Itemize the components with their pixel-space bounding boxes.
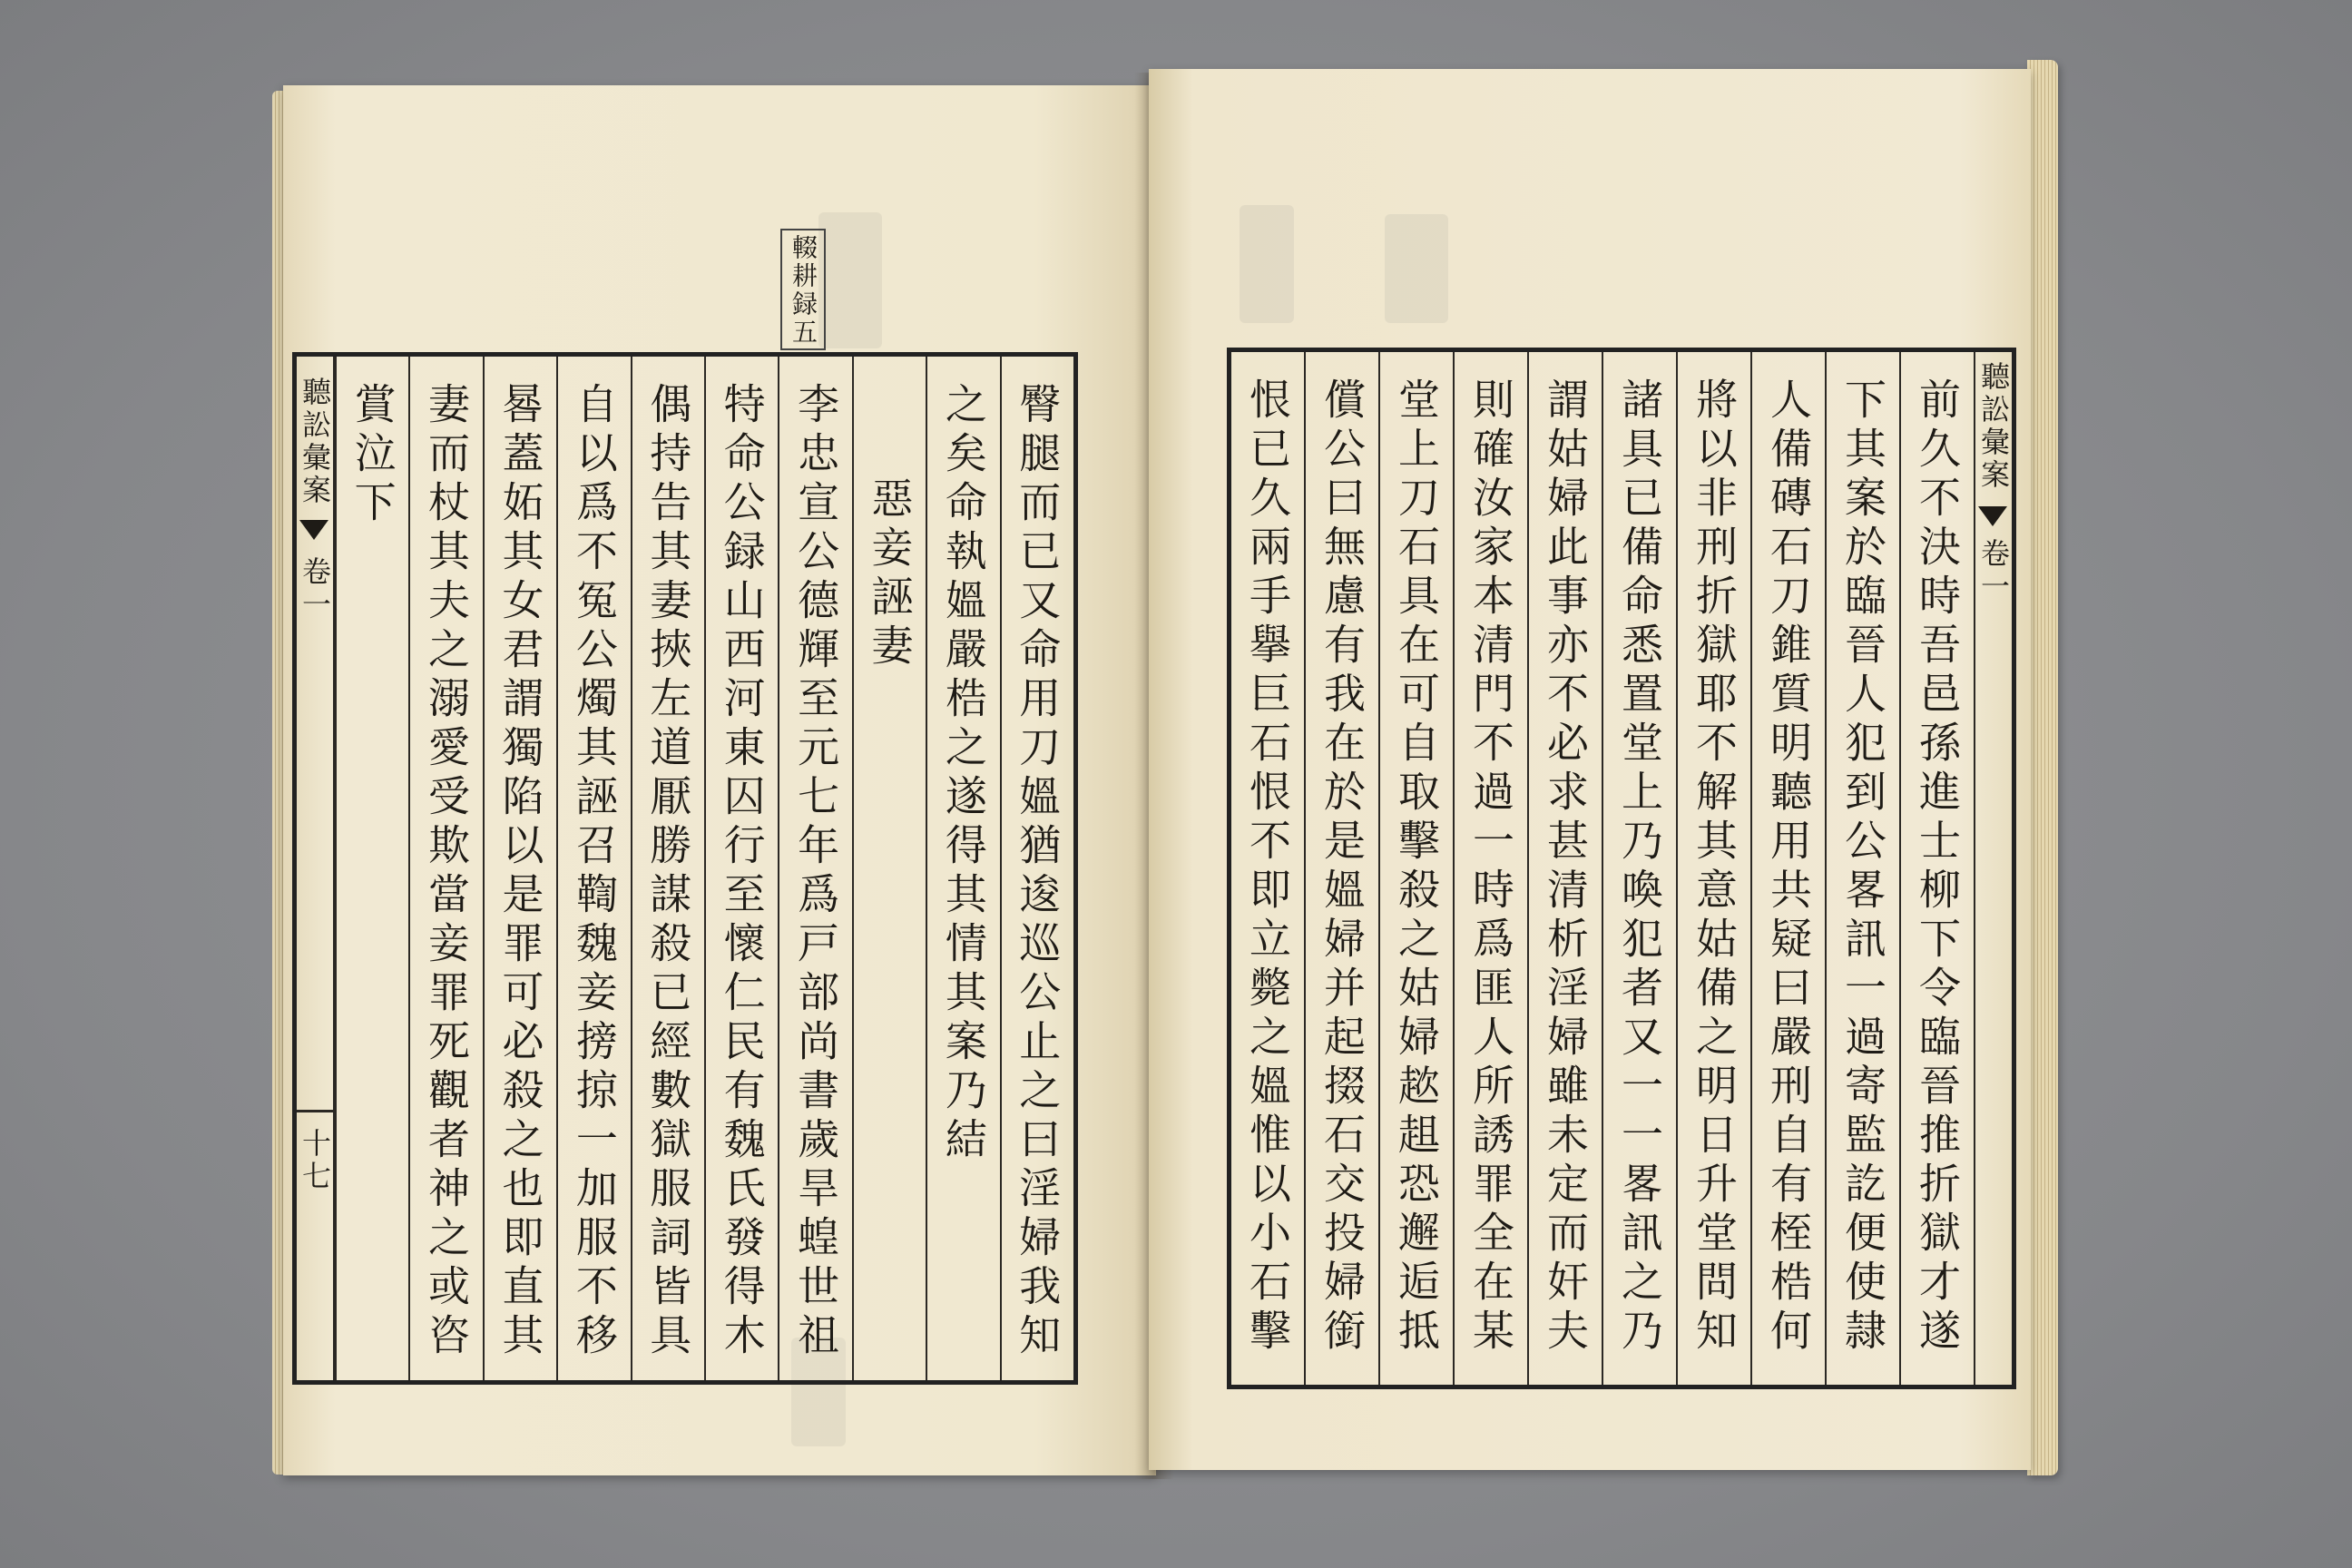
- left-page: [283, 85, 1156, 1475]
- text-column: [1825, 352, 1899, 1385]
- section-title: 惡妾誣妻: [865, 476, 915, 672]
- text-column: [631, 357, 704, 1380]
- margin-rule: [297, 1110, 333, 1112]
- column-text: 之矣命執媼嚴梏之遂得其情其案乃結: [938, 382, 988, 1166]
- column-text: 前久不決時吾邑孫進士柳下令臨晉推折獄才遂: [1913, 377, 1962, 1357]
- text-column: [556, 357, 630, 1380]
- right-page: [1149, 69, 2031, 1470]
- column-text: 謂姑婦此事亦不必求甚清析淫婦雖未定而奸夫: [1541, 377, 1590, 1357]
- text-column: [1304, 352, 1378, 1385]
- text-column: [483, 357, 556, 1380]
- column-text: 妻而杖其夫之溺愛受欺當妾罪死觀者神之或咨: [422, 382, 472, 1362]
- center-margin-strip: [1974, 352, 2012, 1385]
- text-column: [704, 357, 778, 1380]
- column-text: 賞泣下: [348, 382, 397, 529]
- column-text: 將以非刑折獄耶不解其意姑備之明日升堂問知: [1690, 377, 1739, 1357]
- text-column: [1676, 352, 1750, 1385]
- source-citation-text: 輟耕録五: [789, 234, 818, 347]
- margin-volume: 卷一: [297, 556, 332, 622]
- margin-volume: 卷一: [1976, 538, 2011, 603]
- show-through-stain: [1240, 205, 1294, 323]
- column-text: 恨已久兩手擧巨石恨不即立斃之媼惟以小石擊: [1243, 377, 1292, 1357]
- show-through-stain: [1385, 214, 1448, 323]
- text-column: [335, 357, 408, 1380]
- column-text: 堂上刀石具在可自取擊殺之姑婦趑趄恐邂逅抵: [1392, 377, 1441, 1357]
- right-text-frame: [1227, 348, 2016, 1389]
- center-margin-strip: [297, 357, 335, 1380]
- text-column: [1750, 352, 1825, 1385]
- text-column: [926, 357, 999, 1380]
- text-column: [1378, 352, 1453, 1385]
- fishtail-mark: [1978, 506, 2007, 526]
- section-title-column: [852, 357, 926, 1380]
- text-column: [1602, 352, 1676, 1385]
- text-column: [1453, 352, 1527, 1385]
- text-column: [1231, 352, 1304, 1385]
- source-citation-label: [780, 229, 826, 350]
- column-text: 晷蓋妬其女君謂獨陷以是罪可必殺之也即直其: [495, 382, 545, 1362]
- column-text: 臀腿而已又命用刀媼猶逡巡公止之曰淫婦我知: [1013, 382, 1063, 1362]
- show-through-stain: [818, 212, 882, 348]
- column-text: 下其案於臨晉人犯到公畧訊一過寄監訖便使隷: [1838, 377, 1887, 1357]
- column-text: 偶持告其妻挾左道厭勝謀殺已經數獄服詞皆具: [643, 382, 693, 1362]
- margin-book-title: 聽訟彙案: [297, 377, 332, 507]
- left-text-frame: [292, 352, 1078, 1385]
- margin-book-title: 聽訟彙案: [1976, 361, 2011, 492]
- column-text: 諸具已備命悉置堂上乃喚犯者又一一畧訊之乃: [1615, 377, 1664, 1357]
- text-column: [408, 357, 482, 1380]
- text-column: [1527, 352, 1602, 1385]
- page-number: 十七: [297, 1128, 332, 1193]
- column-text: 李忠宣公德輝至元七年爲戸部尚書歲旱蝗世祖: [791, 382, 841, 1362]
- text-column: [1000, 357, 1073, 1380]
- column-text: 償公曰無慮有我在於是媼婦并起掇石交投婦銜: [1318, 377, 1367, 1357]
- column-text: 人備磚石刀錐質明聽用共疑曰嚴刑自有桎梏何: [1764, 377, 1813, 1357]
- text-column: [1899, 352, 1974, 1385]
- column-text: 特命公録山西河東囚行至懷仁民有魏氏發得木: [717, 382, 767, 1362]
- column-text: 則確汝家本清門不過一時爲匪人所誘罪全在某: [1466, 377, 1515, 1357]
- right-page-edges: [2027, 60, 2058, 1475]
- text-column: [778, 357, 851, 1380]
- fishtail-mark: [299, 520, 328, 540]
- column-text: 自以爲不冤公燭其誣召鞫魏妾搒掠一加服不移: [569, 382, 619, 1362]
